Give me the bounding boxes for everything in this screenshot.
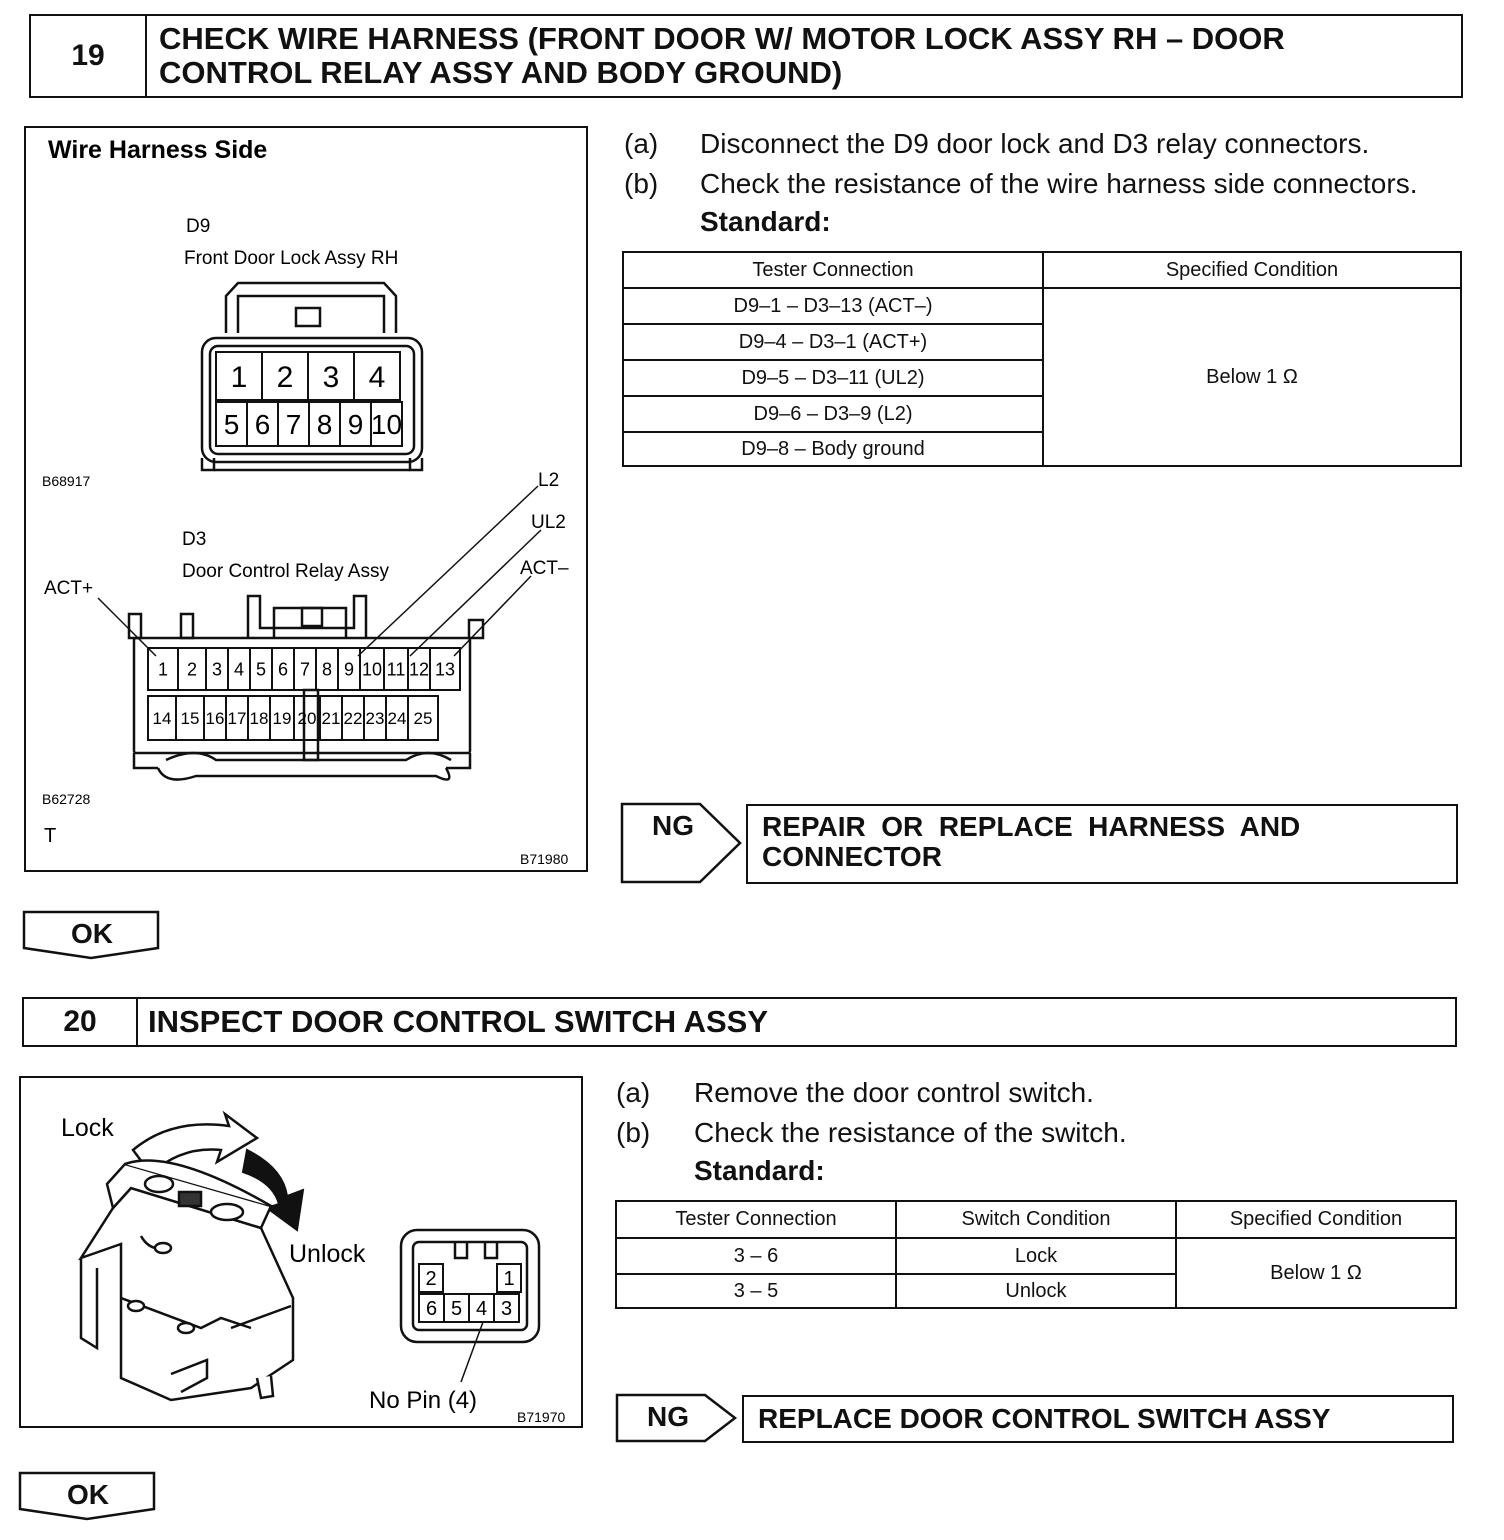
step-19-title-line1: CHECK WIRE HARNESS (FRONT DOOR W/ MOTOR LOCK ASSY RH – DOOR <box>159 21 1285 56</box>
table-cell: D9–8 – Body ground <box>623 432 1043 466</box>
pin-number: 21 <box>321 709 341 729</box>
step-number <box>24 999 138 1045</box>
d3-name: Door Control Relay Assy <box>182 561 389 582</box>
pin-number: 1 <box>230 360 248 394</box>
pin-number: 17 <box>227 709 247 729</box>
condition-cell: Below 1 Ω <box>1043 288 1461 466</box>
d3-reference: B62728 <box>42 791 91 807</box>
pin-number: 20 <box>297 709 317 729</box>
figure-reference: B71980 <box>520 851 569 867</box>
step-19-header <box>29 14 1463 98</box>
ng-result <box>742 1395 1454 1443</box>
instruction-text: Check the resistance of the wire harness side connectors. <box>700 168 1418 199</box>
pin-number: 7 <box>299 659 311 680</box>
figure-reference: B71970 <box>517 1409 566 1425</box>
act-minus-label: ACT– <box>520 558 569 579</box>
pin-number: 23 <box>365 709 385 729</box>
pin-number: 24 <box>387 709 407 729</box>
pin-number: 13 <box>434 659 456 680</box>
pin-number: 4 <box>233 659 245 680</box>
pin-number: 5 <box>450 1298 463 1321</box>
instruction-text: Check the resistance of the switch. <box>694 1117 1127 1148</box>
pin-number: 3 <box>322 360 340 394</box>
table-cell: 3 – 5 <box>616 1274 896 1308</box>
ng-branch <box>615 1393 739 1443</box>
l2-label: L2 <box>538 470 560 491</box>
pin-number: 5 <box>223 409 240 441</box>
unlock-label: Unlock <box>289 1240 366 1268</box>
pin-number: 2 <box>186 659 198 680</box>
ng-result-text: REPLACE DOOR CONTROL SWITCH ASSY <box>758 1403 1331 1434</box>
ok-branch <box>22 910 162 960</box>
resistance-table <box>622 251 1462 467</box>
instruction-text: Remove the door control switch. <box>694 1077 1094 1108</box>
ng-result-line1: REPAIR OR REPLACE HARNESS AND <box>762 811 1301 842</box>
instruction-label: (a) <box>624 128 659 159</box>
wire-harness-figure <box>24 126 588 872</box>
step-title <box>148 999 1445 1045</box>
switch-resistance-table <box>615 1200 1457 1309</box>
d9-name: Front Door Lock Assy RH <box>184 248 399 269</box>
ok-label: OK <box>71 918 113 949</box>
standard-label: Standard: <box>694 1155 825 1186</box>
table-cell: 3 – 6 <box>616 1238 896 1274</box>
table-cell: D9–4 – D3–1 (ACT+) <box>623 324 1043 360</box>
pin-number: 16 <box>205 709 225 729</box>
pin-number: 19 <box>272 709 292 729</box>
pin-number: 3 <box>211 659 223 680</box>
d9-reference: B68917 <box>42 473 91 489</box>
ng-label: NG <box>647 1401 689 1432</box>
act-plus-label: ACT+ <box>44 578 94 599</box>
switch-figure <box>19 1076 583 1428</box>
instruction-label: (a) <box>616 1077 651 1108</box>
table-cell: D9–1 – D3–13 (ACT–) <box>623 288 1043 324</box>
table-cell: D9–6 – D3–9 (L2) <box>623 396 1043 432</box>
standard-label: Standard: <box>700 206 831 237</box>
d9-code: D9 <box>186 216 211 237</box>
table-header: Specified Condition <box>1176 1201 1456 1238</box>
pin-number: 15 <box>180 709 200 729</box>
pin-number: 9 <box>347 409 364 441</box>
pin-number: 2 <box>276 360 294 394</box>
pin-number: 4 <box>368 360 386 394</box>
d3-code: D3 <box>182 529 207 550</box>
pin-number: 6 <box>425 1298 438 1321</box>
step-19-title-line2: CONTROL RELAY ASSY AND BODY GROUND) <box>159 55 843 90</box>
ok-branch <box>18 1471 158 1521</box>
d9-pin-grid <box>216 352 402 446</box>
instruction-text: Disconnect the D9 door lock and D3 relay connectors. <box>700 128 1370 159</box>
step-20-number: 20 <box>63 1005 97 1038</box>
table-header: Tester Connection <box>616 1201 896 1238</box>
pin-number: 5 <box>255 659 267 680</box>
pin-number: 22 <box>343 709 363 729</box>
table-cell: Lock <box>896 1238 1176 1274</box>
condition-cell: Below 1 Ω <box>1176 1238 1456 1308</box>
pin-number: 8 <box>321 659 333 680</box>
ng-label: NG <box>652 810 694 841</box>
instruction-label: (b) <box>624 168 659 199</box>
ng-branch <box>620 802 744 884</box>
pin-number: 1 <box>157 659 169 680</box>
ok-label: OK <box>67 1479 109 1510</box>
pin-number: 2 <box>425 1268 437 1291</box>
table-header: Tester Connection <box>623 252 1043 288</box>
table-header: Switch Condition <box>896 1201 1176 1238</box>
pin-number: 14 <box>152 709 172 729</box>
figure-heading: Wire Harness Side <box>48 136 268 164</box>
table-cell: D9–5 – D3–11 (UL2) <box>623 360 1043 396</box>
pin-number: 6 <box>277 659 289 680</box>
pin-number: 11 <box>386 659 406 680</box>
pin-number: 10 <box>361 659 383 680</box>
pin-number: 1 <box>503 1268 515 1291</box>
lock-label: Lock <box>61 1114 114 1142</box>
step-title <box>159 16 1451 96</box>
step-19-number: 19 <box>71 39 105 72</box>
door-control-switch <box>81 1161 293 1400</box>
step-20-header <box>22 997 1457 1047</box>
ng-result-line2: CONNECTOR <box>762 841 942 872</box>
pin-number: 4 <box>475 1298 488 1321</box>
pin-number: 25 <box>413 709 433 729</box>
switch-pin-grid <box>419 1264 521 1322</box>
no-pin-label: No Pin (4) <box>369 1387 478 1414</box>
instruction-label: (b) <box>616 1117 651 1148</box>
pin-number: 8 <box>316 409 333 441</box>
switch-connector <box>401 1230 539 1342</box>
switch-diagram <box>21 1078 581 1426</box>
ul2-label: UL2 <box>531 512 566 533</box>
ng-result <box>746 804 1458 884</box>
pin-number: 10 <box>370 409 403 441</box>
step-20-title: INSPECT DOOR CONTROL SWITCH ASSY <box>148 1004 769 1039</box>
pin-number: 7 <box>285 409 302 441</box>
connector-diagram <box>26 128 586 870</box>
pin-number: 12 <box>408 659 430 680</box>
pin-number: 3 <box>500 1298 513 1321</box>
pin-number: 18 <box>249 709 269 729</box>
table-cell: Unlock <box>896 1274 1176 1308</box>
pin-number: 6 <box>254 409 271 441</box>
step-number <box>31 16 147 96</box>
pin-number: 9 <box>343 659 355 680</box>
table-header: Specified Condition <box>1043 252 1461 288</box>
figure-letter: T <box>44 825 57 847</box>
